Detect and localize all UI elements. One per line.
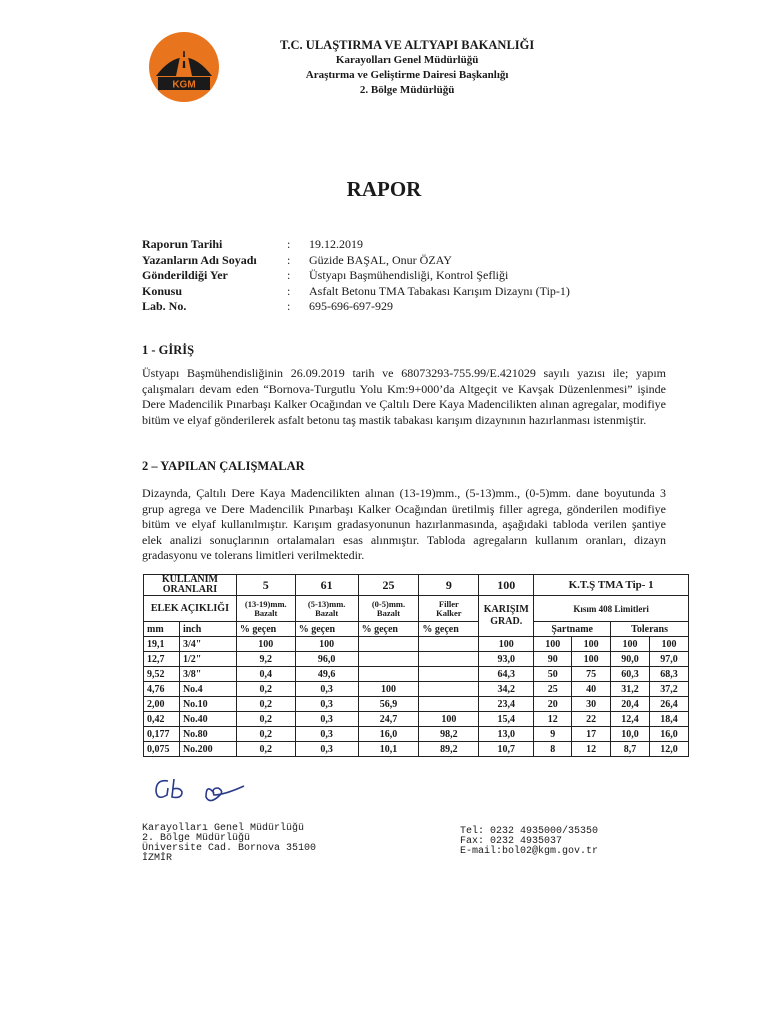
organization-header <box>280 38 534 98</box>
meta-sep: : <box>287 299 291 313</box>
table-cell-s1: 8 <box>534 742 572 757</box>
section-heading-giris: 1 - GİRİŞ <box>142 343 195 357</box>
table-cell-c: 24,7 <box>358 712 419 727</box>
table-cell-t1: 90,0 <box>611 652 650 667</box>
table-cell-inch: 1/2" <box>179 652 236 667</box>
ratio-cell: 5 <box>236 575 295 596</box>
table-cell-t2: 37,2 <box>650 682 689 697</box>
footer-right-line: Tel: 0232 4935000/35350 <box>460 826 599 837</box>
table-cell-b: 96,0 <box>295 652 358 667</box>
table-cell-s1: 12 <box>534 712 572 727</box>
table-cell-c: 16,0 <box>358 727 419 742</box>
table-cell-c <box>358 652 419 667</box>
table-cell-a: 0,2 <box>236 727 295 742</box>
table-cell-b: 0,3 <box>295 697 358 712</box>
meta-sep: : <box>287 283 291 298</box>
ratio-cell: 25 <box>358 575 419 596</box>
meta-value: Asfalt Betonu TMA Tabakası Karışım Dizaynı (Tip-1) <box>309 283 570 298</box>
table-cell-s1: 100 <box>534 637 572 652</box>
mm-header: mm <box>144 622 180 637</box>
table-cell-d <box>419 667 479 682</box>
footer-right-line: Fax: 0232 4935037 <box>460 836 563 847</box>
table-body <box>144 637 689 757</box>
org-line: Araştırma ve Geliştirme Dairesi Başkanlığı <box>305 69 509 81</box>
table-cell-t1: 8,7 <box>611 742 650 757</box>
table-row <box>144 637 689 652</box>
org-line: 2. Bölge Müdürlüğü <box>359 84 455 96</box>
table-cell-mix: 23,4 <box>479 697 534 712</box>
table-row <box>144 652 689 667</box>
table-cell-c <box>358 667 419 682</box>
table-cell-b: 0,3 <box>295 742 358 757</box>
table-cell-t1: 100 <box>611 637 650 652</box>
table-cell-t2: 100 <box>650 637 689 652</box>
table-cell-s1: 20 <box>534 697 572 712</box>
meta-value: Güzide BAŞAL, Onur ÖZAY <box>309 252 452 267</box>
kullanim-oranlari-header: KULLANIM ORANLARI <box>144 575 237 596</box>
meta-label: Yazanların Adı Soyadı <box>142 252 257 267</box>
table-cell-mm: 2,00 <box>144 697 180 712</box>
signature-mark <box>148 773 258 809</box>
table-row <box>144 697 689 712</box>
table-cell-d: 98,2 <box>419 727 479 742</box>
table-cell-inch: No.80 <box>179 727 236 742</box>
table-cell-mix: 15,4 <box>479 712 534 727</box>
material-sub: Bazalt <box>315 607 339 618</box>
table-cell-mix: 10,7 <box>479 742 534 757</box>
sartname-header: Şartname <box>534 622 611 637</box>
karisim-ratio-cell: 100 <box>479 575 534 596</box>
section-body-calismalar: Dizaynda, Çaltılı Dere Kaya Madencilikten alınan (13-19)mm., (5-13)mm., (0-5)mm. dane boyutunda 3 grup agrega ve Dere Madencilik Pınarbaşı Kalker Ocağından üretilmiş filler agrega, gönderilen modifiye bitüm ve elyaf kullanılmıştır. Karışım gradasyonunun hazırlanmasında, aşağıdaki tabloda verilen şantiye elek analizi sonuçlarının ortalamaları esas alınmıştır. Tabloda agregaların kullanım oranları, dizayn gradasyonu ve tolerans limitleri verilmektedir. <box>142 486 666 562</box>
gradation-table <box>143 574 689 757</box>
table-cell-t1: 31,2 <box>611 682 650 697</box>
elek-acikligi-header: ELEK AÇIKLIĞI <box>144 596 237 622</box>
footer-left-line: Karayolları Genel Müdürlüğü <box>142 823 305 834</box>
table-cell-a: 0,2 <box>236 682 295 697</box>
meta-value: 695-696-697-929 <box>309 299 393 313</box>
kisim-408-header: Kısım 408 Limitleri <box>534 596 689 622</box>
material-name: (13-19)mm. <box>244 598 287 609</box>
table-cell-b: 0,3 <box>295 712 358 727</box>
table-cell-a: 0,4 <box>236 667 295 682</box>
table-cell-b: 100 <box>295 637 358 652</box>
material-header <box>295 596 358 622</box>
meta-value: 19.12.2019 <box>309 237 363 251</box>
table-cell-s1: 50 <box>534 667 572 682</box>
table-cell-s1: 90 <box>534 652 572 667</box>
table-cell-mix: 13,0 <box>479 727 534 742</box>
karisim-grad-header: KARIŞIM GRAD. <box>479 596 534 637</box>
table-cell-a: 0,2 <box>236 712 295 727</box>
section-heading-calismalar: 2 – YAPILAN ÇALIŞMALAR <box>142 459 305 473</box>
table-cell-d <box>419 697 479 712</box>
meta-row <box>142 253 570 269</box>
kts-header: K.T.Ş TMA Tip- 1 <box>534 575 689 596</box>
gecen-header: % geçen <box>236 622 295 637</box>
table-cell-mm: 0,075 <box>144 742 180 757</box>
table-cell-c: 10,1 <box>358 742 419 757</box>
meta-value: Üstyapı Başmühendisliği, Kontrol Şefliği <box>309 268 509 282</box>
report-meta <box>142 237 570 315</box>
meta-label: Konusu <box>142 283 183 298</box>
table-cell-s2: 12 <box>572 742 611 757</box>
material-name: (0-5)mm. <box>371 598 406 609</box>
table-cell-s2: 100 <box>572 652 611 667</box>
table-cell-inch: No.200 <box>179 742 236 757</box>
table-cell-a: 100 <box>236 637 295 652</box>
meta-row <box>142 237 570 253</box>
kgm-logo <box>148 31 220 103</box>
table-cell-inch: No.40 <box>179 712 236 727</box>
table-cell-s2: 22 <box>572 712 611 727</box>
meta-sep: : <box>287 268 291 282</box>
table-cell-b: 0,3 <box>295 682 358 697</box>
table-cell-t2: 18,4 <box>650 712 689 727</box>
table-row <box>144 727 689 742</box>
table-cell-d: 89,2 <box>419 742 479 757</box>
table-cell-mix: 34,2 <box>479 682 534 697</box>
table-cell-b: 0,3 <box>295 727 358 742</box>
inch-header: inch <box>179 622 236 637</box>
table-cell-mm: 19,1 <box>144 637 180 652</box>
table-cell-d <box>419 682 479 697</box>
table-cell-mm: 9,52 <box>144 667 180 682</box>
material-header <box>358 596 419 622</box>
org-line: Karayolları Genel Müdürlüğü <box>335 54 479 66</box>
footer-left-line: 2. Bölge Müdürlüğü <box>142 833 251 844</box>
meta-row <box>142 284 570 300</box>
table-cell-c <box>358 637 419 652</box>
table-cell-mm: 0,177 <box>144 727 180 742</box>
material-sub: Bazalt <box>376 607 401 618</box>
meta-label: Raporun Tarihi <box>142 237 223 251</box>
meta-label: Lab. No. <box>142 299 187 313</box>
table-cell-t1: 12,4 <box>611 712 650 727</box>
ratio-cell: 9 <box>419 575 479 596</box>
table-cell-s1: 25 <box>534 682 572 697</box>
table-cell-c: 100 <box>358 682 419 697</box>
table-cell-s2: 75 <box>572 667 611 682</box>
meta-sep: : <box>287 252 291 267</box>
material-name: (5-13)mm. <box>307 598 346 609</box>
material-header <box>236 596 295 622</box>
table-cell-t1: 10,0 <box>611 727 650 742</box>
table-cell-d <box>419 637 479 652</box>
table-cell-a: 0,2 <box>236 742 295 757</box>
table-cell-d: 100 <box>419 712 479 727</box>
table-row <box>144 712 689 727</box>
table-cell-inch: 3/4" <box>179 637 236 652</box>
table-cell-c: 56,9 <box>358 697 419 712</box>
footer-contact <box>460 827 598 857</box>
gecen-header: % geçen <box>419 622 479 637</box>
table-row <box>144 667 689 682</box>
table-cell-t2: 12,0 <box>650 742 689 757</box>
gecen-header: % geçen <box>358 622 419 637</box>
logo-text: KGM <box>172 79 196 91</box>
table-cell-a: 0,2 <box>236 697 295 712</box>
meta-sep: : <box>287 237 291 251</box>
table-cell-t1: 20,4 <box>611 697 650 712</box>
table-cell-inch: No.4 <box>179 682 236 697</box>
table-cell-s2: 40 <box>572 682 611 697</box>
table-cell-t2: 16,0 <box>650 727 689 742</box>
table-cell-s2: 17 <box>572 727 611 742</box>
org-line: T.C. ULAŞTIRMA VE ALTYAPI BAKANLIĞI <box>280 38 535 52</box>
meta-label: Gönderildiği Yer <box>142 268 228 282</box>
material-sub: Kalker <box>436 607 462 618</box>
section-body-giris: Üstyapı Başmühendisliğinin 26.09.2019 tarih ve 68073293-755.99/E.421029 sayılı yazısı ile; yapım çalışmaları devam eden “Bornova-Turgutlu Yolu Km:9+000’da Altgeçit ve Kavşak Düzenlenmesi” işinde Dere Madencilik Pınarbaşı Kalker Ocağından ve Çaltılı Dere Kaya Madencilikten alınan agregalar, modifiye bitüm ve elyaf gönderilerek asfalt betonu taş mastik tabakası karışım dizaynının hazırlanması istenmiştir. <box>142 366 666 427</box>
footer-left-line: İZMİR <box>142 853 173 864</box>
meta-row <box>142 299 570 315</box>
table-row <box>144 682 689 697</box>
table-row <box>144 742 689 757</box>
gecen-header: % geçen <box>295 622 358 637</box>
table-cell-s2: 100 <box>572 637 611 652</box>
table-cell-inch: No.10 <box>179 697 236 712</box>
table-cell-a: 9,2 <box>236 652 295 667</box>
table-cell-mm: 12,7 <box>144 652 180 667</box>
table-cell-d <box>419 652 479 667</box>
table-cell-t2: 26,4 <box>650 697 689 712</box>
table-cell-mm: 0,42 <box>144 712 180 727</box>
table-cell-t2: 97,0 <box>650 652 689 667</box>
table-cell-t1: 60,3 <box>611 667 650 682</box>
table-cell-t2: 68,3 <box>650 667 689 682</box>
material-sub: Bazalt <box>254 607 278 618</box>
material-header <box>419 596 479 622</box>
ratio-cell: 61 <box>295 575 358 596</box>
table-cell-mix: 93,0 <box>479 652 534 667</box>
table-cell-inch: 3/8" <box>179 667 236 682</box>
footer-right-line: E-mail:bol02@kgm.gov.tr <box>460 846 599 857</box>
footer-address <box>142 824 316 864</box>
table-cell-mm: 4,76 <box>144 682 180 697</box>
table-cell-s1: 9 <box>534 727 572 742</box>
table-cell-mix: 100 <box>479 637 534 652</box>
table-cell-b: 49,6 <box>295 667 358 682</box>
table-cell-mix: 64,3 <box>479 667 534 682</box>
report-title: RAPOR <box>346 177 422 201</box>
meta-row <box>142 268 570 284</box>
footer-left-line: Üniversite Cad. Bornova 35100 <box>142 843 317 854</box>
material-name: Filler <box>438 598 459 609</box>
table-cell-s2: 30 <box>572 697 611 712</box>
tolerans-header: Tolerans <box>611 622 689 637</box>
